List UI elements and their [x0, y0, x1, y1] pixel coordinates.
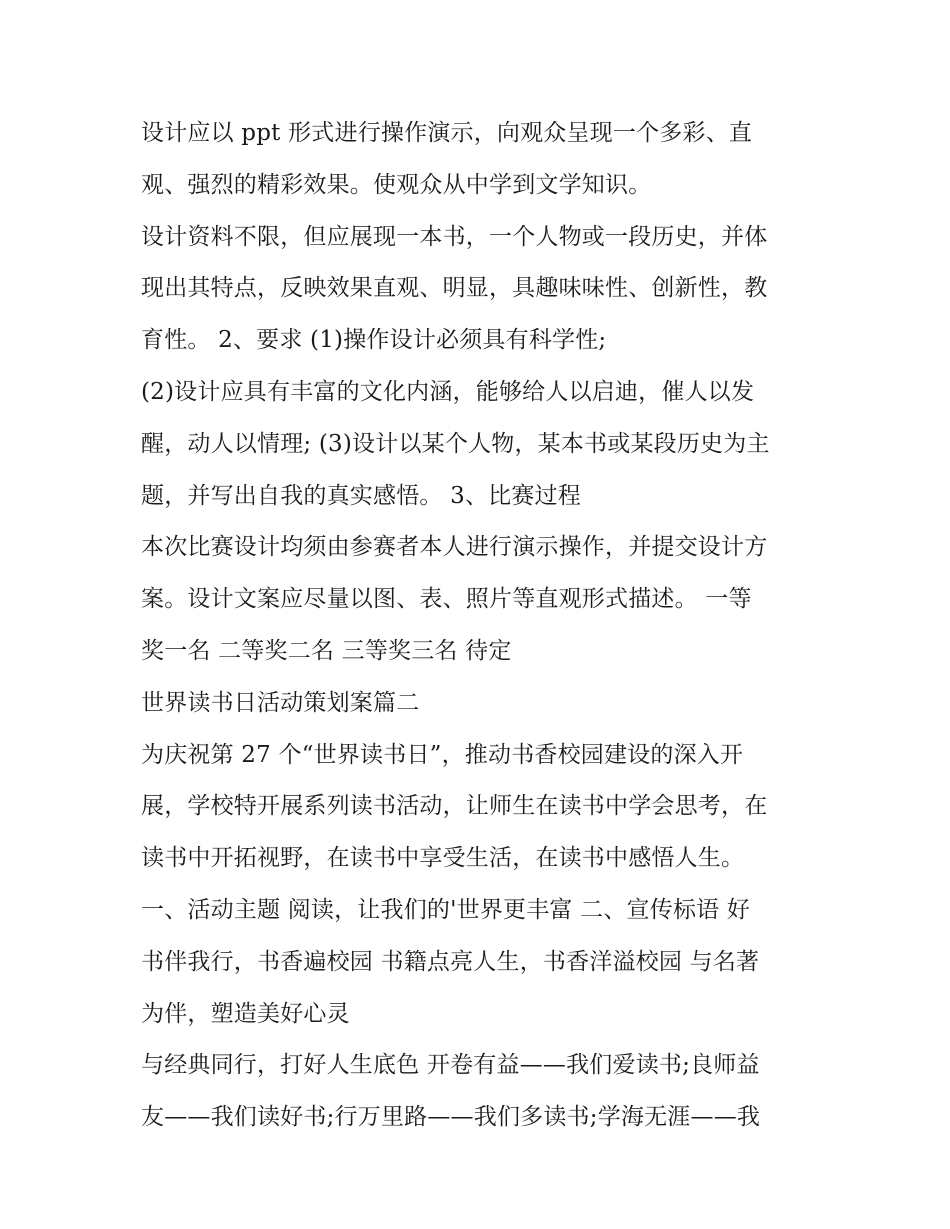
text-line: 醒，动人以情理; (3)设计以某个人物，某本书或某段历史为主: [141, 430, 770, 457]
text-line: 案。设计文案应尽量以图、表、照片等直观形式描述。 一等: [141, 586, 752, 613]
text-line: 现出其特点，反映效果直观、明显，具趣味味性、创新性，教: [141, 275, 768, 302]
document-body: [141, 108, 821, 1144]
section-heading: 世界读书日活动策划案篇二: [141, 689, 420, 716]
text-line: 书伴我行，书香遍校园 书籍点亮人生，书香洋溢校园 与名著: [141, 948, 760, 975]
text-line: 与经典同行，打好人生底色 开卷有益——我们爱读书;良师益: [141, 1052, 760, 1079]
text-line: 本次比赛设计均须由参赛者本人进行演示操作，并提交设计方: [141, 534, 768, 561]
text-line: 设计资料不限，但应展现一本书，一个人物或一段历史，并体: [141, 223, 768, 250]
text-line: (2)设计应具有丰富的文化内涵，能够给人以启迪，催人以发: [141, 378, 755, 405]
text-line: 育性。 2、要求 (1)操作设计必须具有科学性;: [141, 327, 607, 354]
text-line: 奖一名 二等奖二名 三等奖三名 待定: [141, 637, 512, 664]
text-line: 为庆祝第 27 个“世界读书日”，推动书香校园建设的深入开: [141, 741, 744, 768]
text-line: 设计应以 ppt 形式进行操作演示，向观众呈现一个多彩、直: [141, 120, 753, 146]
text-line: 展，学校特开展系列读书活动，让师生在读书中学会思考，在: [141, 793, 768, 820]
text-line: 观、强烈的精彩效果。使观众从中学到文学知识。: [141, 171, 652, 198]
text-line: 题，并写出自我的真实感悟。 3、比赛过程: [141, 482, 581, 509]
text-line: 为伴，塑造美好心灵: [141, 1000, 350, 1027]
text-line: 友——我们读好书;行万里路——我们多读书;学海无涯——我: [141, 1104, 761, 1131]
text-line: 读书中开拓视野，在读书中享受生活，在读书中感悟人生。: [141, 845, 745, 872]
text-line: 一、活动主题 阅读，让我们的'世界更丰富 二、宣传标语 好: [141, 896, 751, 923]
